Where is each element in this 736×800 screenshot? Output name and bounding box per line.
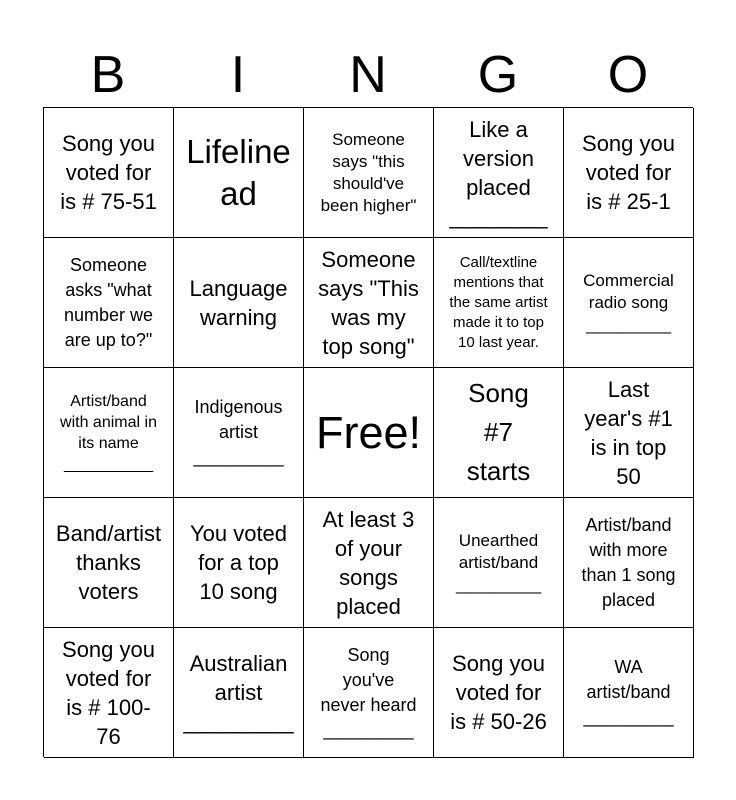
bingo-cell-free[interactable]: [304, 368, 434, 498]
cell-label: Lifeline ad: [186, 132, 291, 212]
bingo-cell-r4-c3[interactable]: [434, 628, 564, 758]
free-space-label: Free!: [315, 406, 422, 458]
cell-label: Language warning: [189, 275, 288, 330]
cell-label: Song you've never heard _________: [320, 644, 417, 740]
cell-label: Artist/band with animal in its name __________: [60, 392, 157, 473]
bingo-cell-r2-c4[interactable]: [564, 368, 694, 498]
cell-label: Song you voted for is # 50-26: [450, 651, 547, 734]
bingo-cell-r1-c2[interactable]: [304, 238, 434, 368]
bingo-cell-r4-c0[interactable]: [44, 628, 174, 758]
cell-label: Call/textline mentions that the same artist made it to top 10 last year.: [449, 253, 548, 351]
header-letter-o: O: [607, 46, 649, 104]
cell-label: Song you voted for is # 100- 76: [62, 636, 155, 749]
cell-label: Last year's #1 is in top 50: [584, 376, 673, 489]
bingo-cell-r3-c1[interactable]: [174, 498, 304, 628]
cell-label: Someone says "this should've been higher": [320, 129, 417, 215]
bingo-cell-r3-c2[interactable]: [304, 498, 434, 628]
bingo-cell-r0-c1[interactable]: [174, 108, 304, 238]
bingo-cell-r0-c4[interactable]: [564, 108, 694, 238]
bingo-card-grid: [43, 107, 693, 757]
bingo-cell-r1-c4[interactable]: [564, 238, 694, 368]
bingo-cell-r4-c2[interactable]: [304, 628, 434, 758]
header-letter-n: N: [349, 46, 387, 104]
cell-label: Band/artist thanks voters: [55, 521, 162, 604]
bingo-cell-r2-c3[interactable]: [434, 368, 564, 498]
header-letter-b: B: [90, 46, 126, 104]
bingo-cell-r1-c3[interactable]: [434, 238, 564, 368]
bingo-header: [43, 44, 693, 106]
cell-label: Someone says "This was my top song": [318, 246, 419, 359]
bingo-cell-r0-c2[interactable]: [304, 108, 434, 238]
cell-label: Song you voted for is # 75-51: [60, 131, 157, 214]
bingo-cell-r3-c3[interactable]: [434, 498, 564, 628]
cell-label: At least 3 of your songs placed: [322, 506, 415, 619]
header-letter-i: I: [230, 46, 246, 104]
bingo-cell-r3-c4[interactable]: [564, 498, 694, 628]
cell-label: Australian artist _________: [183, 651, 294, 734]
bingo-cell-r3-c0[interactable]: [44, 498, 174, 628]
cell-label: Commercial radio song _________: [583, 270, 674, 334]
cell-label: Artist/band with more than 1 song placed: [581, 514, 676, 610]
bingo-cell-r2-c1[interactable]: [174, 368, 304, 498]
cell-label: WA artist/band _________: [583, 657, 674, 727]
bingo-cell-r0-c3[interactable]: [434, 108, 564, 238]
cell-label: Song #7 starts: [466, 378, 531, 486]
bingo-cell-r4-c1[interactable]: [174, 628, 304, 758]
cell-label: Indigenous artist _________: [193, 397, 284, 467]
cell-label: Song you voted for is # 25-1: [582, 131, 675, 214]
bingo-cell-r2-c0[interactable]: [44, 368, 174, 498]
bingo-cell-r1-c0[interactable]: [44, 238, 174, 368]
cell-label: Unearthed artist/band _________: [455, 530, 542, 594]
bingo-cell-r4-c4[interactable]: [564, 628, 694, 758]
cell-label: Like a version placed ________: [449, 116, 548, 229]
bingo-cell-r1-c1[interactable]: [174, 238, 304, 368]
bingo-cell-r0-c0[interactable]: [44, 108, 174, 238]
cell-label: You voted for a top 10 song: [189, 521, 288, 604]
header-letter-g: G: [477, 46, 519, 104]
cell-label: Someone asks "what number we are up to?": [63, 254, 154, 350]
